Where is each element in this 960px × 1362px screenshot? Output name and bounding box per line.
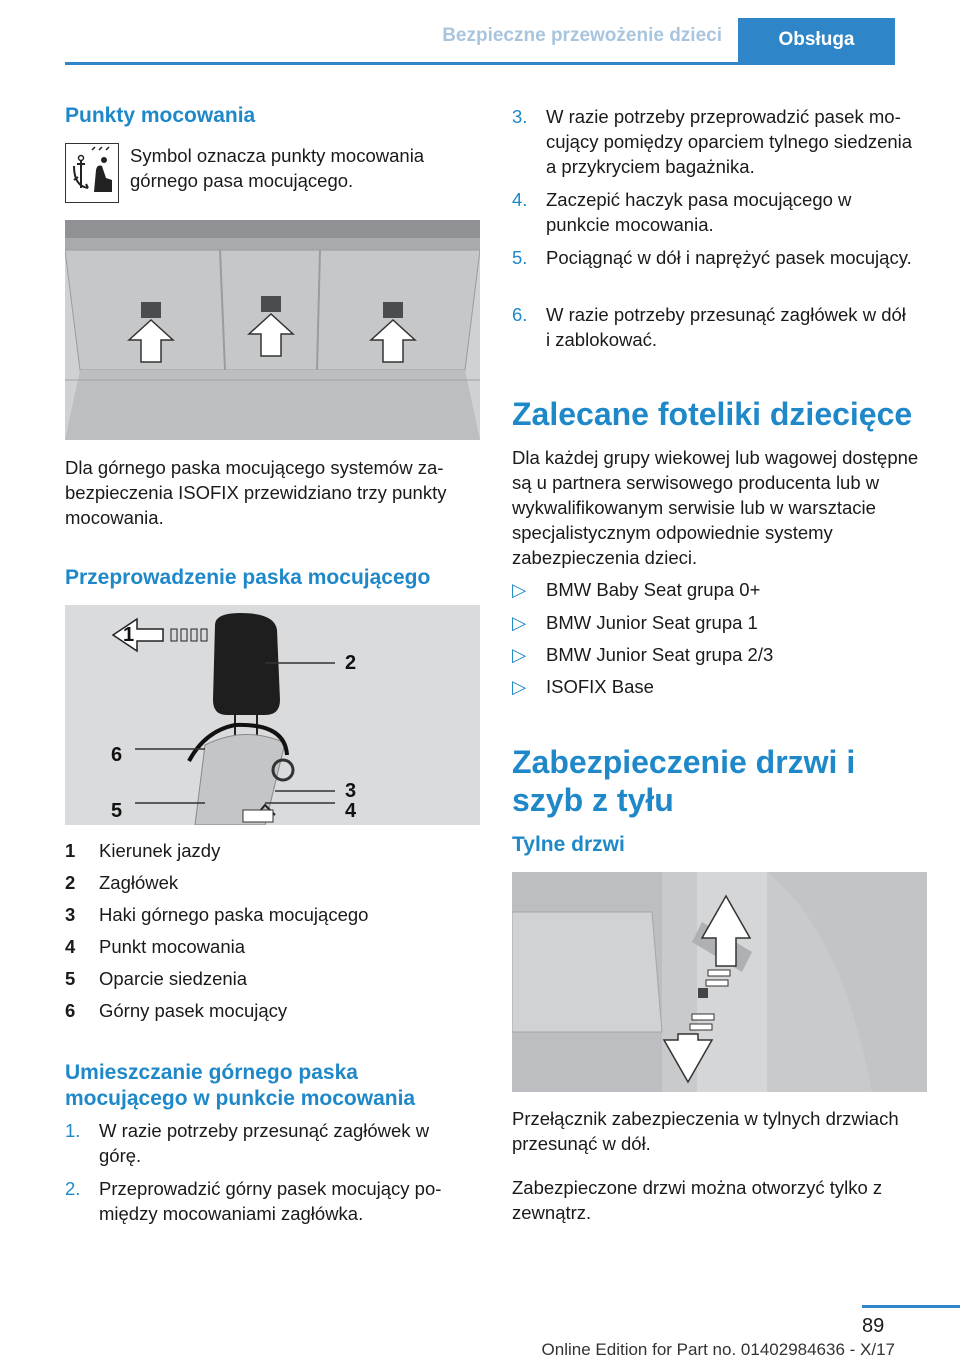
- bullet-text: BMW Baby Seat grupa 0+: [546, 579, 761, 600]
- page-number: 89: [862, 1315, 885, 1337]
- bullet-text: BMW Junior Seat grupa 1: [546, 612, 758, 633]
- step-item: [512, 245, 927, 270]
- bullet-marker-icon: ▷: [512, 579, 527, 600]
- strap-routing-diagram: [65, 605, 480, 825]
- bullet-text: ISOFIX Base: [546, 676, 654, 697]
- trunk-anchor-points-photo: [65, 220, 480, 440]
- bullet-item: [512, 674, 654, 699]
- legend-text: Zagłówek: [99, 872, 179, 893]
- diagram-label-1: 1: [123, 624, 135, 646]
- secured-doors-paragraph: Zabezpieczone drzwi można otworzyć tylko z zewnątrz.: [512, 1177, 883, 1223]
- anchor-symbol-description: Symbol oznacza punkty mocowania górnego pasa mocującego.: [130, 145, 425, 191]
- attach-strap-heading: Umieszczanie górnego paska mocującego w punkcie mocowania: [65, 1061, 416, 1110]
- legend-item: [65, 838, 220, 863]
- switch-paragraph: Przełącznik zabezpieczenia w tylnych drzwiach przesunąć w dół.: [512, 1108, 899, 1154]
- legend-text: Oparcie siedzenia: [99, 968, 248, 989]
- bullet-item: [512, 642, 773, 667]
- step-number: 1.: [65, 1120, 81, 1141]
- step-text: Przeprowadzić górny pasek mocujący pomiędzy mocowaniami zagłówka.: [99, 1178, 442, 1224]
- legend-number: 2: [65, 872, 76, 893]
- legend-text: Górny pasek mocujący: [99, 1000, 288, 1021]
- bullet-item: [512, 577, 760, 602]
- legend-item: [65, 870, 178, 895]
- legend-text: Haki górnego paska mocującego: [99, 904, 369, 925]
- legend-item: [65, 934, 245, 959]
- child-seats-paragraph: Dla każdej grupy wiekowej lub wagowej dostępne są u partnera serwisowego producenta lub w wykwalifikowanym serwisie lub w warsztacie specjalistycznym odpowiednie systemy zabezpieczenia dzieci.: [512, 447, 919, 568]
- step-item: [65, 1176, 480, 1226]
- bullet-marker-icon: ▷: [512, 644, 527, 665]
- bullet-marker-icon: ▷: [512, 612, 527, 633]
- legend-number: 6: [65, 1000, 76, 1021]
- strap-routing-heading: Przeprowadzenie paska mocującego: [65, 566, 431, 589]
- step-text: Zaczepić haczyk pasa mocującego w punkcie mocowania.: [546, 189, 852, 235]
- door-lock-heading: Zabezpieczenie drzwi i szyb z tyłu: [512, 744, 856, 818]
- header-rule: [65, 62, 895, 65]
- step-text: W razie potrzeby przeprowadzić pasek mocujący pomiędzy oparciem tylnego siedzenia a przykryciem bagażnika.: [546, 106, 913, 177]
- legend-item: [65, 902, 368, 927]
- bullet-marker-icon: ▷: [512, 676, 527, 697]
- edition-footer: Online Edition for Part no. 01402984636 - X/17: [541, 1340, 895, 1359]
- legend-number: 3: [65, 904, 76, 925]
- step-item: [512, 302, 927, 352]
- footer-rule: [862, 1305, 960, 1308]
- legend-text: Punkt mocowania: [99, 936, 246, 957]
- step-number: 4.: [512, 189, 528, 210]
- bullet-item: [512, 610, 758, 635]
- anchor-points-heading: Punkty mocowania: [65, 104, 256, 127]
- step-text: Pociągnąć w dół i naprężyć pasek mocujący.: [546, 247, 912, 268]
- legend-text: Kierunek jazdy: [99, 840, 221, 861]
- step-item: [65, 1118, 480, 1168]
- step-number: 6.: [512, 304, 528, 325]
- step-item: [512, 104, 927, 179]
- child-seat-anchor-icon: [65, 143, 119, 203]
- legend-number: 5: [65, 968, 76, 989]
- step-number: 5.: [512, 247, 528, 268]
- diagram-label-3: 3: [345, 780, 357, 802]
- step-number: 2.: [65, 1178, 81, 1199]
- child-seats-heading: Zalecane foteliki dziecięce: [512, 396, 913, 432]
- anchor-points-paragraph: Dla górnego paska mocującego systemów zabezpieczenia ISOFIX przewidziano trzy punkty mocowania.: [65, 457, 447, 528]
- step-text: W razie potrzeby przesunąć zagłówek w górę.: [99, 1120, 430, 1166]
- diagram-label-6: 6: [111, 744, 123, 766]
- step-number: 3.: [512, 106, 528, 127]
- legend-item: [65, 966, 247, 991]
- step-text: W razie potrzeby przesunąć zagłówek w dół i zablokować.: [546, 304, 906, 350]
- rear-door-lock-photo: [512, 872, 927, 1092]
- legend-number: 4: [65, 936, 76, 957]
- bullet-text: BMW Junior Seat grupa 2/3: [546, 644, 774, 665]
- legend-item: [65, 998, 287, 1023]
- rear-doors-heading: Tylne drzwi: [512, 833, 625, 856]
- header-section-title: Bezpieczne przewożenie dzieci: [442, 25, 722, 46]
- diagram-label-4: 4: [345, 800, 357, 822]
- legend-number: 1: [65, 840, 76, 861]
- diagram-label-5: 5: [111, 800, 123, 822]
- header-tab-obsluga[interactable]: Obsługa: [738, 18, 895, 62]
- diagram-label-2: 2: [345, 652, 357, 674]
- step-item: [512, 187, 927, 237]
